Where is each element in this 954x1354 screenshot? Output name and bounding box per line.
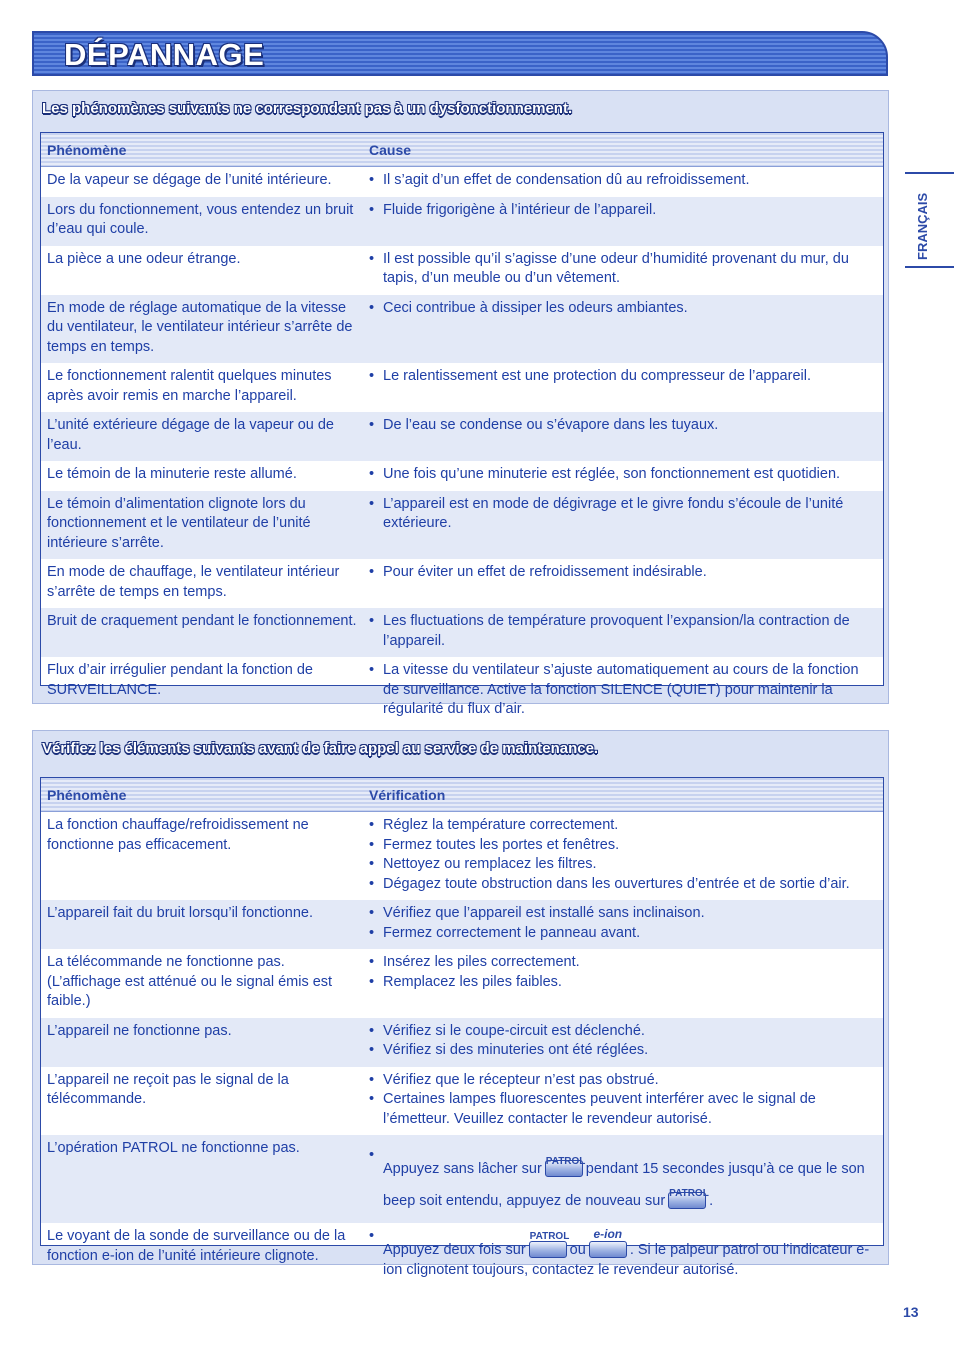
bullet-text: pendant 15 secondes jusqu’à ce que le son beep soit entendu, appuyez de nouveau sur bbox=[383, 1161, 865, 1209]
phenomenon-cell: L’appareil ne fonctionne pas. bbox=[47, 1022, 232, 1039]
phenomenon-cell: L’opération PATROL ne fonctionne pas. bbox=[47, 1140, 300, 1156]
column-header-cause: Cause bbox=[369, 142, 412, 158]
cause-item: • De l’eau se condense ou s’évapore dans les tuyaux. bbox=[369, 416, 877, 436]
verification-list bbox=[369, 1022, 877, 1061]
verification-item: • Certaines lampes fluorescentes peuvent interférer avec le signal de l’émetteur. Veuillez contacter le revendeur autorisé. bbox=[369, 1090, 877, 1129]
cause-list bbox=[369, 495, 877, 534]
phenomena-table bbox=[40, 132, 884, 717]
table-row bbox=[41, 657, 883, 726]
phenomenon-cell: L’unité extérieure dégage de la vapeur ou de l’eau. bbox=[47, 417, 334, 453]
phenomenon-cell: En mode de réglage automatique de la vitesse du ventilateur, le ventilateur intérieur s’arrête de temps en temps. bbox=[47, 299, 353, 355]
verification-list bbox=[369, 816, 877, 894]
language-label: FRANÇAIS bbox=[915, 192, 930, 260]
cause-list bbox=[369, 465, 877, 485]
phenomenon-cell: L’appareil ne reçoit pas le signal de la télécommande. bbox=[47, 1071, 289, 1107]
page-number: 13 bbox=[903, 1304, 919, 1320]
table-row bbox=[41, 295, 883, 364]
column-header-phenomenon: Phénomène bbox=[47, 142, 127, 158]
normal-phenomena-section bbox=[32, 90, 889, 717]
patrol-button-icon bbox=[668, 1188, 709, 1209]
verification-cell bbox=[363, 900, 883, 949]
cause-item: • Fluide frigorigène à l’intérieur de l’appareil. bbox=[369, 201, 877, 221]
phenomenon-cell: Le voyant de la sonde de surveillance ou de la fonction e-ion de l’unité intérieure clignote. bbox=[47, 1228, 346, 1264]
verification-item: • Vérifiez si le coupe-circuit est déclenché. bbox=[369, 1022, 877, 1042]
phenomenon-cell: Le fonctionnement ralentit quelques minutes après avoir remis en marche l’appareil. bbox=[47, 368, 332, 404]
maintenance-check-section bbox=[32, 730, 889, 1278]
phenomenon-cell: Le témoin de la minuterie reste allumé. bbox=[47, 466, 297, 482]
phenomenon-cell: La télécommande ne fonctionne pas. (L’affichage est atténué ou le signal émis est faible.) bbox=[47, 954, 333, 1009]
verification-list bbox=[369, 1139, 877, 1217]
bullet-text: Appuyez sans lâcher sur bbox=[383, 1161, 542, 1177]
cause-cell bbox=[363, 246, 883, 295]
verification-cell bbox=[363, 949, 883, 1018]
bullet-text: . bbox=[709, 1193, 714, 1209]
verification-cell bbox=[363, 1135, 883, 1223]
cause-cell bbox=[363, 491, 883, 560]
verification-cell bbox=[363, 1018, 883, 1067]
column-header-phenomenon: Phénomène bbox=[47, 787, 127, 803]
verification-cell bbox=[363, 1223, 883, 1286]
button-icon-label: PATROL bbox=[529, 1231, 570, 1242]
verification-list bbox=[369, 953, 877, 992]
table-row bbox=[41, 491, 883, 560]
cause-cell bbox=[363, 412, 883, 461]
verification-item: • Dégagez toute obstruction dans les ouvertures d’entrée et de sortie d’air. bbox=[369, 875, 877, 895]
cause-item: • Une fois qu’une minuterie est réglée, son fonctionnement est quotidien. bbox=[369, 465, 877, 485]
cause-list bbox=[369, 299, 877, 319]
table-row bbox=[41, 1018, 883, 1067]
verification-table bbox=[40, 777, 884, 1278]
cause-item: • La vitesse du ventilateur s’ajuste automatiquement au cours de la fonction de surveillance. Active la fonction SILENCE (QUIET) pour maintenir la régularité du flux d’air. bbox=[369, 661, 877, 720]
verification-item bbox=[369, 1139, 877, 1217]
table-row bbox=[41, 1067, 883, 1136]
phenomenon-cell: La pièce a une odeur étrange. bbox=[47, 250, 241, 267]
verification-list bbox=[369, 904, 877, 943]
cause-cell bbox=[363, 657, 883, 726]
cause-list bbox=[369, 612, 877, 651]
phenomenon-cell: En mode de chauffage, le ventilateur intérieur s’arrête de temps en temps. bbox=[47, 564, 340, 600]
cause-list bbox=[369, 171, 877, 191]
table-row bbox=[41, 167, 883, 197]
cause-item: • Les fluctuations de température provoquent l’expansion/la contraction de l’appareil. bbox=[369, 612, 877, 651]
table-row bbox=[41, 246, 883, 295]
cause-list bbox=[369, 250, 877, 289]
cause-list bbox=[369, 563, 877, 583]
phenomenon-cell: L’appareil fait du bruit lorsqu’il fonctionne. bbox=[47, 905, 313, 921]
table-row bbox=[41, 461, 883, 491]
cause-list bbox=[369, 367, 877, 387]
cause-cell bbox=[363, 167, 883, 197]
eion-button-icon bbox=[589, 1227, 627, 1258]
cause-cell bbox=[363, 559, 883, 608]
section-heading: Vérifiez les éléments suivants avant de faire appel au service de maintenance. bbox=[42, 740, 599, 757]
phenomenon-cell: Flux d’air irrégulier pendant la fonction de SURVEILLANCE. bbox=[47, 662, 313, 698]
cause-item: • Pour éviter un effet de refroidissement indésirable. bbox=[369, 563, 877, 583]
title-banner bbox=[32, 31, 888, 76]
cause-list bbox=[369, 661, 877, 720]
verification-item: • Fermez toutes les portes et fenêtres. bbox=[369, 836, 877, 856]
table-row bbox=[41, 1223, 883, 1286]
verification-item: • Fermez correctement le panneau avant. bbox=[369, 924, 877, 944]
verification-item: • Vérifiez que le récepteur n’est pas obstrué. bbox=[369, 1071, 877, 1091]
cause-item: • Il est possible qu’il s’agisse d’une odeur d’humidité provenant du mur, du tapis, d’un meuble ou d’un vêtement. bbox=[369, 250, 877, 289]
cause-item: • Le ralentissement est une protection du compresseur de l’appareil. bbox=[369, 367, 877, 387]
table-header bbox=[41, 133, 883, 167]
cause-cell bbox=[363, 461, 883, 491]
page-title: DÉPANNAGE bbox=[64, 37, 265, 72]
phenomenon-cell: Le témoin d’alimentation clignote lors du fonctionnement et le ventilateur de l’unité intérieure s’arrête. bbox=[47, 495, 311, 551]
verification-list bbox=[369, 1227, 877, 1280]
bullet-text: Appuyez deux fois sur bbox=[383, 1242, 526, 1258]
cause-item: • Il s’agit d’un effet de condensation dû au refroidissement. bbox=[369, 171, 877, 191]
verification-item: • Réglez la température correctement. bbox=[369, 816, 877, 836]
table-row bbox=[41, 608, 883, 657]
phenomenon-cell: De la vapeur se dégage de l’unité intérieure. bbox=[47, 172, 332, 188]
table-row bbox=[41, 559, 883, 608]
cause-cell bbox=[363, 363, 883, 412]
button-icon-label: PATROL bbox=[545, 1156, 586, 1167]
cause-list bbox=[369, 201, 877, 221]
verification-item: • Vérifiez que l’appareil est installé sans inclinaison. bbox=[369, 904, 877, 924]
verification-cell bbox=[363, 812, 883, 900]
phenomenon-cell: La fonction chauffage/refroidissement ne fonctionne pas efficacement. bbox=[47, 817, 309, 853]
patrol-button-icon bbox=[529, 1231, 570, 1258]
table-row bbox=[41, 1135, 883, 1223]
phenomenon-cell: Bruit de craquement pendant le fonctionnement. bbox=[47, 613, 357, 629]
table-row bbox=[41, 900, 883, 949]
bullet-text: ou bbox=[569, 1242, 586, 1258]
column-header-verification: Vérification bbox=[369, 787, 446, 803]
cause-item: • Ceci contribue à dissiper les odeurs ambiantes. bbox=[369, 299, 877, 319]
bullet-text: . Si le palpeur patrol ou l’indicateur e-ion clignotent toujours, contactez le revendeur autorisé. bbox=[383, 1242, 870, 1278]
verification-cell bbox=[363, 1067, 883, 1136]
table-row bbox=[41, 363, 883, 412]
button-icon-label: e-ion bbox=[593, 1227, 623, 1241]
section-heading: Les phénomènes suivants ne correspondent pas à un dysfonctionnement. bbox=[42, 100, 573, 117]
verification-item bbox=[369, 1227, 877, 1280]
verification-item: • Insérez les piles correctement. bbox=[369, 953, 877, 973]
verification-item: • Remplacez les piles faibles. bbox=[369, 973, 877, 993]
button-icon-label: PATROL bbox=[669, 1188, 709, 1199]
table-header bbox=[41, 778, 883, 812]
cause-list bbox=[369, 416, 877, 436]
table-row bbox=[41, 812, 883, 900]
verification-item: • Nettoyez ou remplacez les filtres. bbox=[369, 855, 877, 875]
table-row bbox=[41, 197, 883, 246]
cause-cell bbox=[363, 197, 883, 246]
table-row bbox=[41, 949, 883, 1018]
patrol-button-icon bbox=[545, 1156, 586, 1177]
cause-item: • L’appareil est en mode de dégivrage et le givre fondu s’écoule de l’unité extérieure. bbox=[369, 495, 877, 534]
cause-cell bbox=[363, 608, 883, 657]
table-row bbox=[41, 412, 883, 461]
verification-item: • Vérifiez si des minuteries ont été réglées. bbox=[369, 1041, 877, 1061]
verification-list bbox=[369, 1071, 877, 1130]
language-tab bbox=[905, 172, 954, 268]
cause-cell bbox=[363, 295, 883, 364]
phenomenon-cell: Lors du fonctionnement, vous entendez un bruit d’eau qui coule. bbox=[47, 201, 354, 237]
